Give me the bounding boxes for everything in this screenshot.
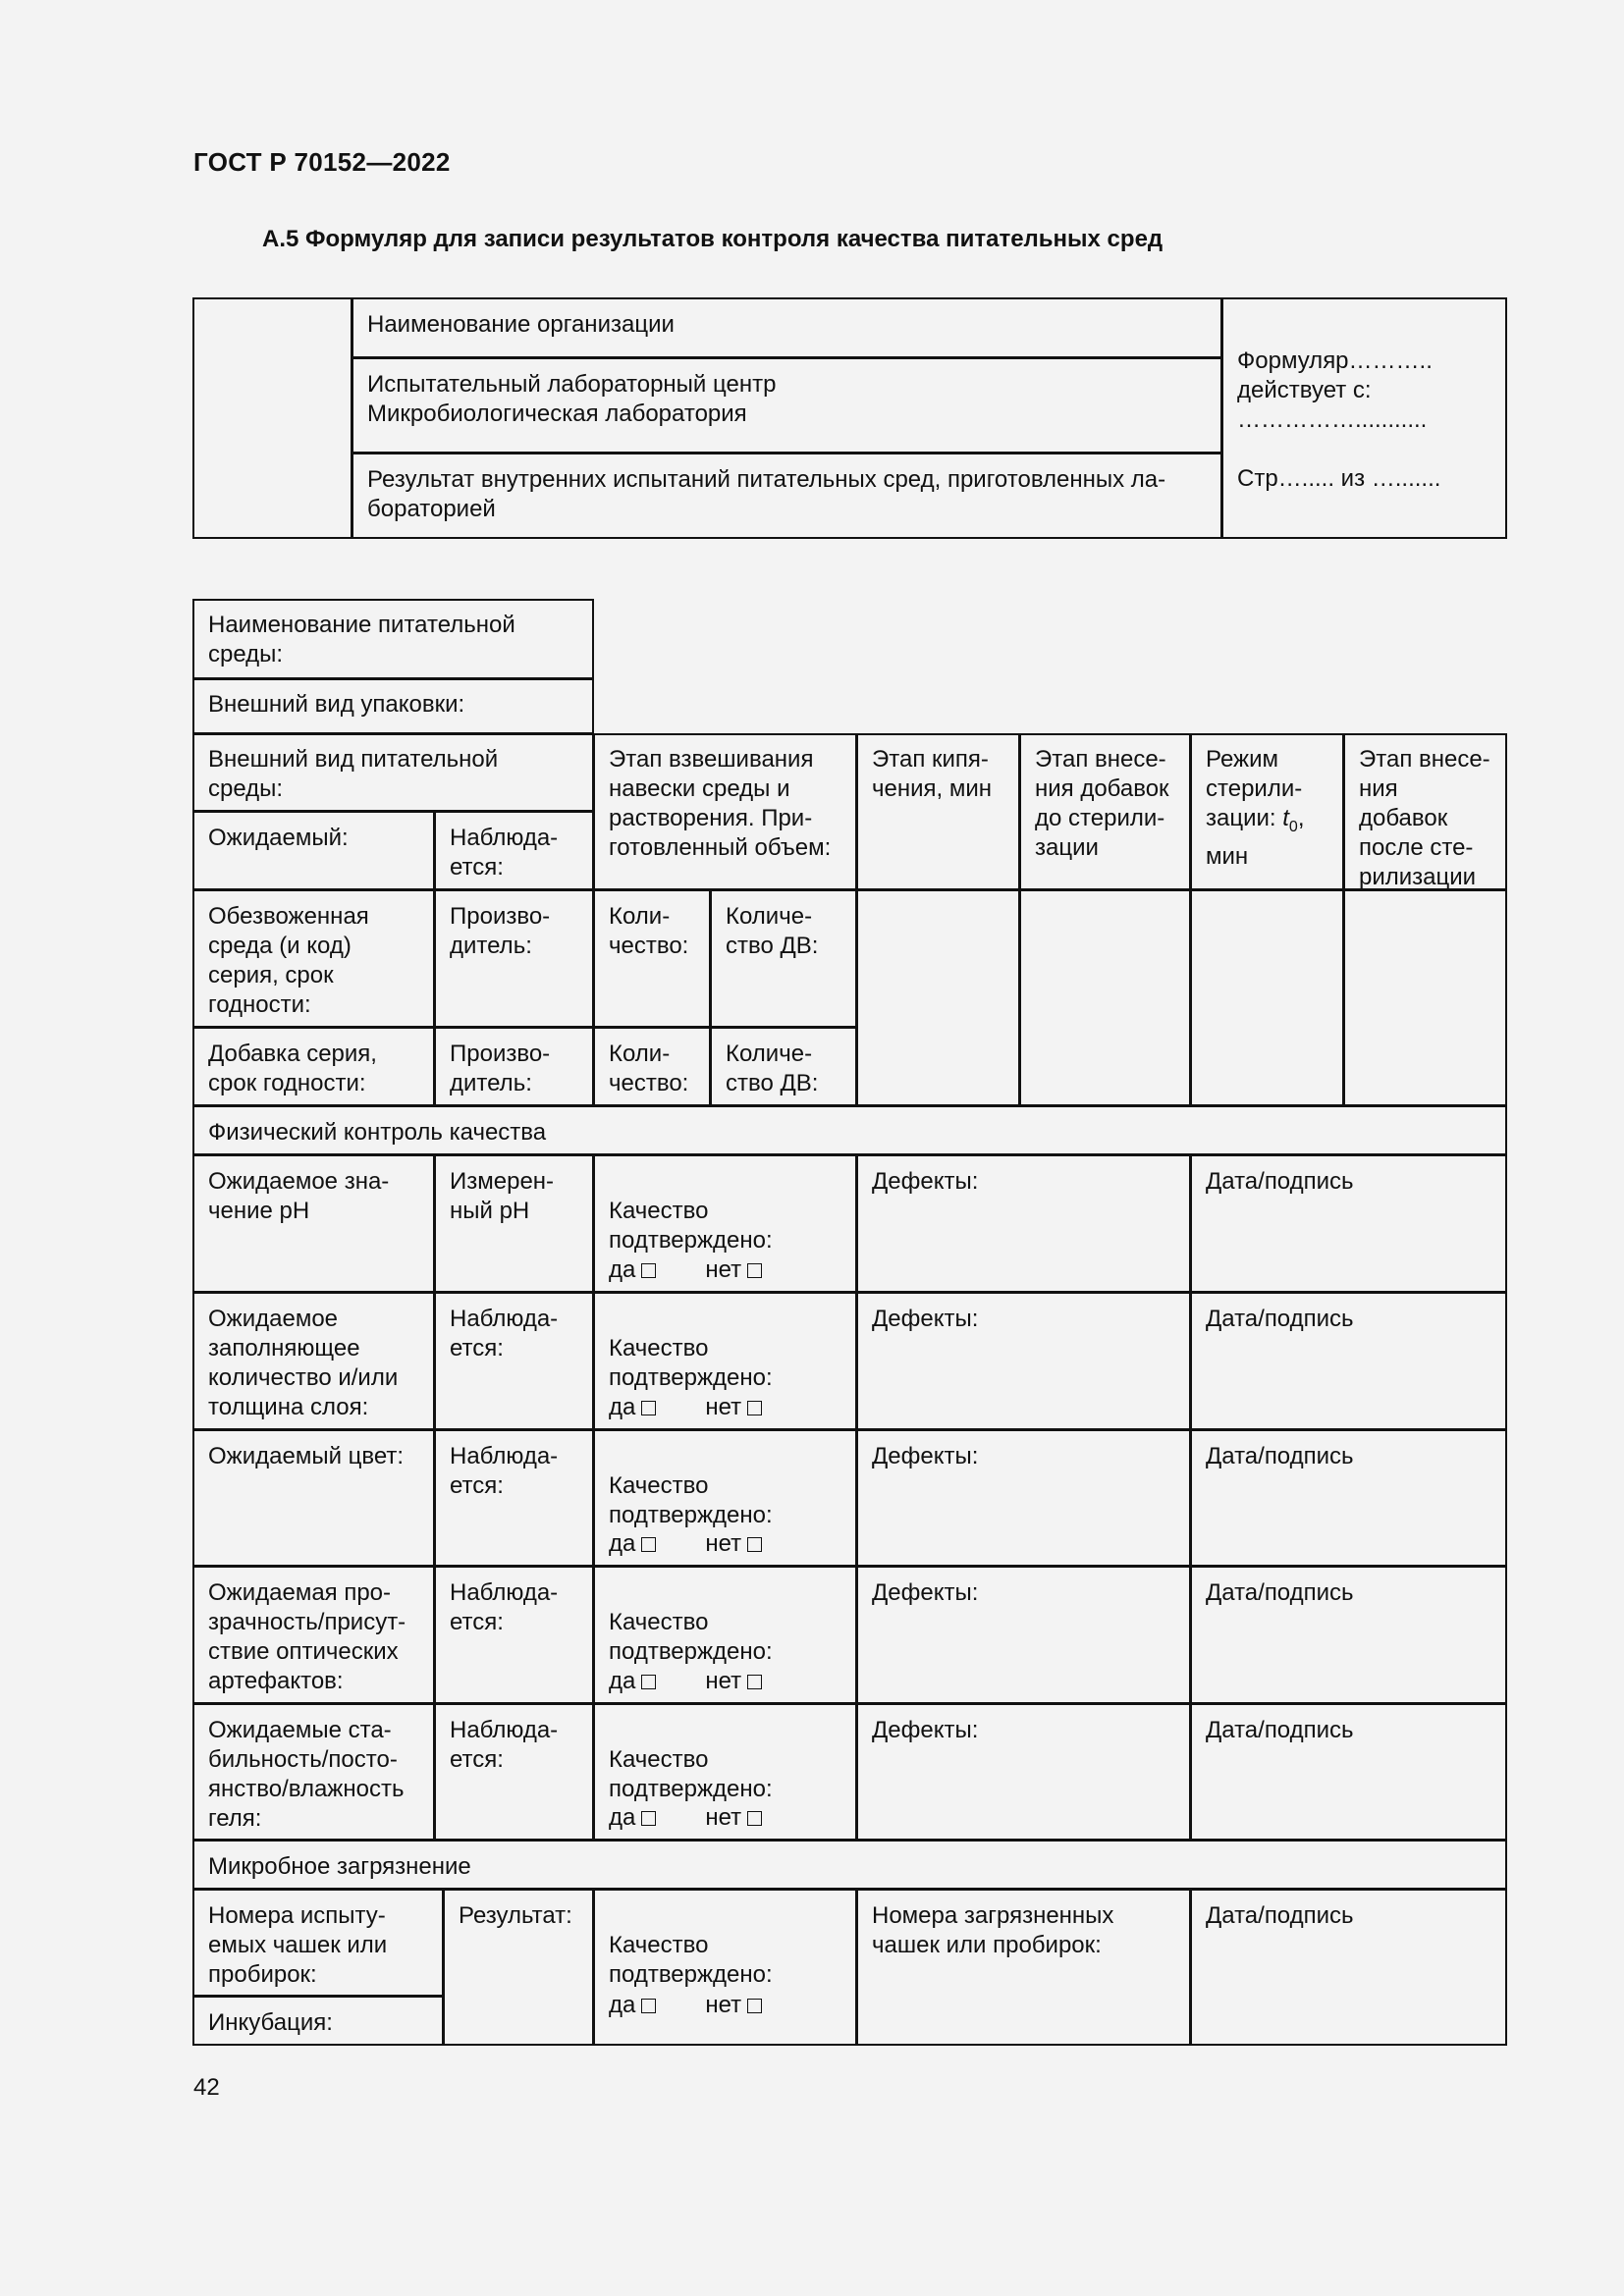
quality-confirmed-label: Качество подтверждено: (609, 1746, 773, 1802)
yes-no-checks (609, 1991, 762, 2020)
package-appearance-cell: Внешний вид упаковки: (192, 678, 594, 734)
defects-cell: Дефекты: (856, 1566, 1191, 1704)
expected-stability-cell: Ожидаемые ста- бильность/посто- янство/влажность геля: (192, 1703, 435, 1841)
result-cell: Результат: (443, 1889, 594, 2046)
quality-confirmed-cell (593, 1566, 857, 1704)
no-label: нет (705, 1804, 742, 1831)
yes-no-checks (609, 1255, 762, 1285)
quality-confirmed-cell (593, 1429, 857, 1567)
quantity-dv-cell: Количе- ство ДВ: (710, 889, 857, 1028)
date-signature-cell: Дата/подпись (1190, 1292, 1507, 1430)
expected-ph-cell: Ожидаемое зна- чение pH (192, 1154, 435, 1293)
date-signature-cell: Дата/подпись (1190, 1429, 1507, 1567)
defects-cell: Дефекты: (856, 1292, 1191, 1430)
yes-label: да (609, 1394, 636, 1420)
no-checkbox[interactable] (747, 1537, 762, 1552)
date-signature-cell: Дата/подпись (1190, 1154, 1507, 1293)
additives-before-value-cell (1019, 889, 1191, 1106)
no-checkbox[interactable] (747, 1263, 762, 1278)
no-label: нет (705, 1530, 742, 1557)
observed-cell: Наблюда- ется: (434, 811, 594, 890)
no-label: нет (705, 1394, 742, 1420)
quality-confirmed-label: Качество подтверждено: (609, 1198, 773, 1254)
no-checkbox[interactable] (747, 1675, 762, 1689)
page-number: 42 (193, 2074, 220, 2101)
defects-cell: Дефекты: (856, 1703, 1191, 1841)
manufacturer-cell: Произво- дитель: (434, 889, 594, 1028)
yes-label: да (609, 1530, 636, 1557)
observed-stability-cell: Наблюда- ется: (434, 1703, 594, 1841)
yes-label: да (609, 1668, 636, 1694)
no-label: нет (705, 1992, 742, 2018)
expected-cell: Ожидаемый: (192, 811, 435, 890)
no-checkbox[interactable] (747, 1811, 762, 1826)
additive-series-cell: Добавка серия, срок годности: (192, 1027, 435, 1106)
stage-additives-before-header: Этап внесе- ния добавок до стерили- зации (1019, 733, 1191, 890)
expected-color-cell: Ожидаемый цвет: (192, 1429, 435, 1567)
date-signature-cell: Дата/подпись (1190, 1703, 1507, 1841)
observed-fill-cell: Наблюда- ется: (434, 1292, 594, 1430)
quality-confirmed-label: Качество подтверждено: (609, 1335, 773, 1391)
stage-weighing-header: Этап взвешивания навески среды и растворения. При- готовленный объем: (593, 733, 857, 890)
sterilization-mode-suffix: , мин (1206, 805, 1305, 870)
contaminated-dishes-cell: Номера загрязненных чашек или пробирок: (856, 1889, 1191, 2046)
boiling-value-cell (856, 889, 1020, 1106)
date-signature-cell: Дата/подпись (1190, 1566, 1507, 1704)
yes-checkbox[interactable] (641, 1263, 656, 1278)
medium-appearance-cell: Внешний вид питательной среды: (192, 733, 594, 812)
quality-confirmed-cell (593, 1154, 857, 1293)
expected-fill-cell: Ожидаемое заполняющее количество и/или толщина слоя: (192, 1292, 435, 1430)
yes-no-checks (609, 1393, 762, 1422)
quality-confirmed-cell (593, 1889, 857, 2046)
yes-label: да (609, 1804, 636, 1831)
incubation-cell: Инкубация: (192, 1996, 444, 2046)
quantity-cell: Коли- чество: (593, 889, 711, 1028)
lab-name-cell: Испытательный лабораторный центр Микробиологическая лаборатория (352, 357, 1222, 454)
sterilization-mode-text: Режим стерили- зации: (1206, 746, 1303, 831)
additive-quantity-dv-cell: Количе- ство ДВ: (710, 1027, 857, 1106)
quality-confirmed-label: Качество подтверждено: (609, 1472, 773, 1528)
date-signature-cell: Дата/подпись (1190, 1889, 1507, 2046)
header-logo-cell (192, 297, 352, 539)
sterilization-mode-header (1190, 733, 1344, 890)
quality-confirmed-cell (593, 1292, 857, 1430)
quality-confirmed-label: Качество подтверждено: (609, 1932, 773, 1988)
microbial-contamination-heading: Микробное загрязнение (192, 1840, 1507, 1890)
standard-id: ГОСТ Р 70152—2022 (193, 147, 451, 177)
yes-checkbox[interactable] (641, 1811, 656, 1826)
stage-boiling-header: Этап кипя- чения, мин (856, 733, 1020, 890)
defects-cell: Дефекты: (856, 1429, 1191, 1567)
defects-cell: Дефекты: (856, 1154, 1191, 1293)
no-checkbox[interactable] (747, 1999, 762, 2013)
yes-no-checks (609, 1803, 762, 1833)
yes-label: да (609, 1256, 636, 1283)
result-title-cell: Результат внутренних испытаний питательных сред, приготовленных ла- бораторией (352, 453, 1222, 539)
quality-confirmed-cell (593, 1703, 857, 1841)
section-title: А.5 Формуляр для записи результатов контроля качества питательных сред (262, 226, 1164, 252)
sterilization-mode-var: t (1282, 805, 1289, 831)
observed-color-cell: Наблюда- ется: (434, 1429, 594, 1567)
no-label: нет (705, 1668, 742, 1694)
yes-checkbox[interactable] (641, 1401, 656, 1415)
dehydrated-medium-cell: Обезвоженная среда (и код) серия, срок годности: (192, 889, 435, 1028)
expected-transparency-cell: Ожидаемая про- зрачность/присут- ствие оптических артефактов: (192, 1566, 435, 1704)
org-name-cell: Наименование организации (352, 297, 1222, 358)
observed-transparency-cell: Наблюда- ется: (434, 1566, 594, 1704)
no-label: нет (705, 1256, 742, 1283)
yes-checkbox[interactable] (641, 1675, 656, 1689)
additive-manufacturer-cell: Произво- дитель: (434, 1027, 594, 1106)
additives-after-value-cell (1343, 889, 1507, 1106)
physical-control-heading: Физический контроль качества (192, 1105, 1507, 1155)
yes-checkbox[interactable] (641, 1537, 656, 1552)
sterilization-value-cell (1190, 889, 1344, 1106)
yes-label: да (609, 1992, 636, 2018)
yes-no-checks (609, 1529, 762, 1559)
quality-confirmed-label: Качество подтверждено: (609, 1609, 773, 1665)
yes-checkbox[interactable] (641, 1999, 656, 2013)
sterilization-mode-sub: 0 (1288, 818, 1298, 835)
additive-quantity-cell: Коли- чество: (593, 1027, 711, 1106)
medium-name-cell: Наименование питательной среды: (192, 599, 594, 679)
stage-additives-after-header: Этап внесе- ния добавок после сте- рилизации (1343, 733, 1507, 890)
form-info-cell: Формуляр……….. действует с: ……………........... Стр…..... из …....... (1221, 297, 1507, 539)
tested-dishes-cell: Номера испыту- емых чашек или пробирок: (192, 1889, 444, 1997)
yes-no-checks (609, 1667, 762, 1696)
no-checkbox[interactable] (747, 1401, 762, 1415)
measured-ph-cell: Измерен- ный pH (434, 1154, 594, 1293)
